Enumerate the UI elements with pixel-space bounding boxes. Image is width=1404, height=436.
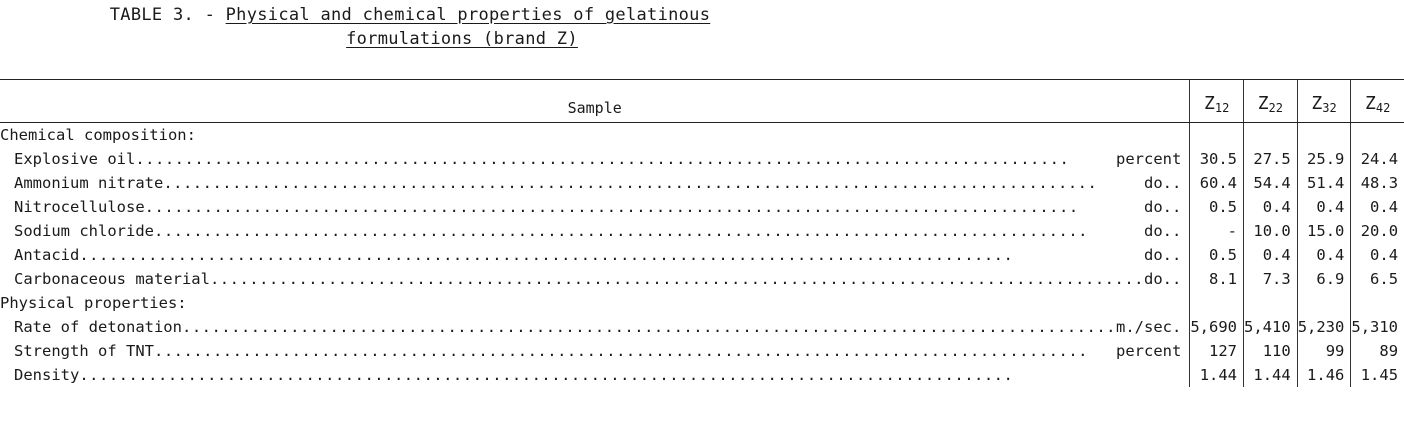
column-header: $Z_{32}$ xyxy=(1297,80,1351,123)
table-body xyxy=(0,123,1404,388)
value-cell: 0.4 xyxy=(1244,195,1298,219)
row-label: Nitrocellulose xyxy=(14,198,145,216)
value-cell: 6.9 xyxy=(1297,267,1351,291)
table-row xyxy=(0,195,1404,219)
section-heading: Chemical composition: xyxy=(0,126,196,144)
table-row xyxy=(0,171,1404,195)
row-label: Sodium chloride xyxy=(14,222,154,240)
row-label-cell xyxy=(0,195,1190,219)
table-row xyxy=(0,315,1404,339)
row-unit: percent xyxy=(1116,342,1182,360)
column-header: $Z_{22}$ xyxy=(1244,80,1298,123)
value-cell: 15.0 xyxy=(1297,219,1351,243)
value-cell: - xyxy=(1190,219,1244,243)
row-label: Antacid xyxy=(14,246,80,264)
dot-leader xyxy=(79,363,1181,387)
value-cell: 7.3 xyxy=(1244,267,1298,291)
row-unit: percent xyxy=(1116,150,1182,168)
row-label-cell xyxy=(0,363,1190,387)
value-cell: 51.4 xyxy=(1297,171,1351,195)
sample-header: Sample xyxy=(0,80,1190,123)
value-cell: 1.44 xyxy=(1190,363,1244,387)
value-cell: 89 xyxy=(1351,339,1404,363)
value-cell: 1.44 xyxy=(1244,363,1298,387)
row-label-cell xyxy=(0,267,1190,291)
header-row xyxy=(0,80,1404,123)
empty-cell xyxy=(1351,291,1404,315)
table-title-text-2: formulations (brand Z) xyxy=(346,29,578,49)
value-cell: 0.4 xyxy=(1244,243,1298,267)
row-label: Explosive oil xyxy=(14,150,136,168)
value-cell: 5,310 xyxy=(1351,315,1404,339)
section-heading: Physical properties: xyxy=(0,294,187,312)
row-unit: do.. xyxy=(1144,198,1182,216)
empty-cell xyxy=(1351,123,1404,148)
value-cell: 20.0 xyxy=(1351,219,1404,243)
table-number: TABLE 3. - xyxy=(109,5,226,25)
table-row xyxy=(0,339,1404,363)
section-heading-row xyxy=(0,291,1404,315)
dot-leader xyxy=(210,267,1144,291)
value-cell: 5,230 xyxy=(1297,315,1351,339)
row-unit: do.. xyxy=(1144,246,1182,264)
value-cell: 10.0 xyxy=(1244,219,1298,243)
table-title xyxy=(10,4,810,26)
column-header: $Z_{42}$ xyxy=(1351,80,1404,123)
value-cell: 5,690 xyxy=(1190,315,1244,339)
properties-table xyxy=(0,79,1404,387)
section-heading-row xyxy=(0,123,1404,148)
dot-leader xyxy=(79,243,1144,267)
table-title-text: Physical and chemical properties of gelatinous xyxy=(225,5,711,25)
value-cell: 0.4 xyxy=(1297,243,1351,267)
row-unit: do.. xyxy=(1144,222,1182,240)
value-cell: 60.4 xyxy=(1190,171,1244,195)
dot-leader xyxy=(182,315,1116,339)
row-label-cell xyxy=(0,219,1190,243)
value-cell: 1.46 xyxy=(1297,363,1351,387)
value-cell: 5,410 xyxy=(1244,315,1298,339)
table-row xyxy=(0,267,1404,291)
empty-cell xyxy=(1244,123,1298,148)
row-label: Rate of detonation xyxy=(14,318,182,336)
dot-leader xyxy=(154,339,1116,363)
value-cell: 6.5 xyxy=(1351,267,1404,291)
value-cell: 8.1 xyxy=(1190,267,1244,291)
table-row xyxy=(0,147,1404,171)
value-cell: 48.3 xyxy=(1351,171,1404,195)
table-title-line2 xyxy=(62,28,862,50)
empty-cell xyxy=(1190,291,1244,315)
value-cell: 25.9 xyxy=(1297,147,1351,171)
dot-leader xyxy=(145,195,1144,219)
empty-cell xyxy=(1297,291,1351,315)
dot-leader xyxy=(154,219,1144,243)
column-header: $Z_{12}$ xyxy=(1190,80,1244,123)
empty-cell xyxy=(1190,123,1244,148)
table-row xyxy=(0,243,1404,267)
value-cell: 54.4 xyxy=(1244,171,1298,195)
value-cell: 1.45 xyxy=(1351,363,1404,387)
row-label-cell xyxy=(0,339,1190,363)
row-label: Strength of TNT xyxy=(14,342,154,360)
dot-leader xyxy=(163,171,1144,195)
value-cell: 0.4 xyxy=(1297,195,1351,219)
row-label: Carbonaceous material xyxy=(14,270,210,288)
value-cell: 27.5 xyxy=(1244,147,1298,171)
table-row xyxy=(0,363,1404,387)
dot-leader xyxy=(135,147,1116,171)
value-cell: 110 xyxy=(1244,339,1298,363)
row-label-cell xyxy=(0,147,1190,171)
empty-cell xyxy=(1297,123,1351,148)
row-label-cell xyxy=(0,315,1190,339)
value-cell: 0.5 xyxy=(1190,243,1244,267)
row-label-cell xyxy=(0,243,1190,267)
value-cell: 0.4 xyxy=(1351,243,1404,267)
row-label-cell xyxy=(0,171,1190,195)
value-cell: 99 xyxy=(1297,339,1351,363)
value-cell: 24.4 xyxy=(1351,147,1404,171)
value-cell: 30.5 xyxy=(1190,147,1244,171)
value-cell: 0.4 xyxy=(1351,195,1404,219)
row-label: Ammonium nitrate xyxy=(14,174,164,192)
value-cell: 0.5 xyxy=(1190,195,1244,219)
table-row xyxy=(0,219,1404,243)
row-label: Density xyxy=(14,366,80,384)
row-unit: do.. xyxy=(1144,270,1182,288)
value-cell: 127 xyxy=(1190,339,1244,363)
empty-cell xyxy=(1244,291,1298,315)
row-unit: m./sec. xyxy=(1116,318,1182,336)
row-unit: do.. xyxy=(1144,174,1182,192)
